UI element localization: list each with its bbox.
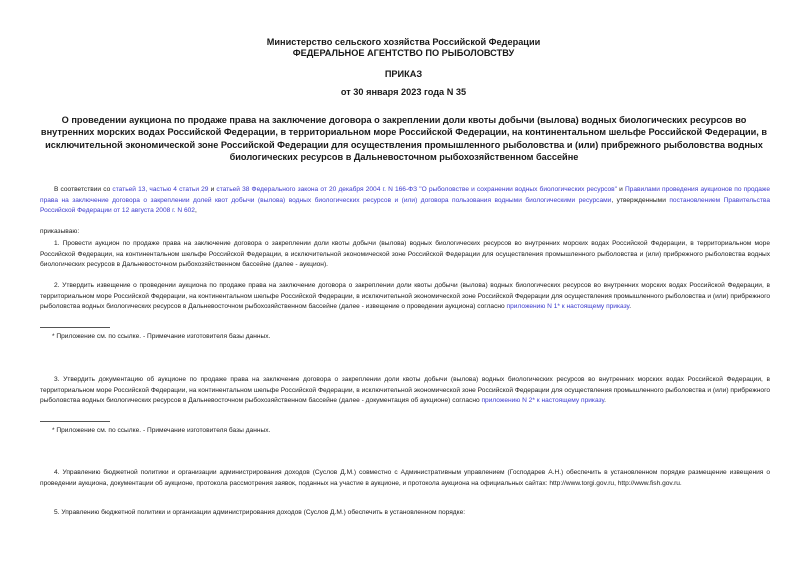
order-item-3-end: . [604,397,606,404]
footnote-divider [40,327,110,328]
appendix-2-link[interactable]: приложению N 2* к настоящему приказу [481,397,605,404]
law-article-link[interactable]: статьей 13, частью 4 статьи 29 [112,186,209,193]
footnote-divider [40,421,110,422]
auction-rules-link[interactable]: Правилами проведения аукционов по продаже права на заключение договора о закреплении долей квот добычи (вылова) водных биологических ресурсов и (или) договора пользования водными биологическими ресурсами [40,186,770,204]
order-item-5-text: 5. Управлению бюджетной политики и организации администрирования доходов (Суслов Д.М.) обеспечить в установленном порядке: [54,509,466,516]
footnote-1: * Приложение см. по ссылке. - Примечание изготовителя базы данных. [52,333,271,340]
preamble-text-4: , утвержденными [611,196,670,204]
preamble-text-5: , [194,207,197,214]
order-item-3 [40,375,770,407]
order-item-2-text: 2. Утвердить извещение о проведении аукциона по продаже права на заключение договора о закреплении доли квоты добычи (вылова) водных биологических ресурсов во внутренних морских водах Российской Федерации, в территориальном море Российской Федерации, на континентальном шельфе Российской Федерации, в исключительной экономической зоне Российской Федерации для осуществления промышленного рыболовства и (или) прибрежного рыболовства водных биологических ресурсов в Дальневосточном рыбохозяйственном бассейне (далее - извещение о проведении аукциона) согласно [40,282,770,310]
order-item-4-text: 4. Управлению бюджетной политики и организации администрирования доходов (Суслов Д.М.) совместно с Административным управлением (Господарев А.Н.) обеспечить в установленном порядке размещение извещения о проведении аукциона, документации об аукционе, протокола рассмотрения заявок, поданных на участие в аукционе, и протокола аукциона на официальных сайтах: http://www.torgi.gov.ru, http://www.fish.gov.ru. [40,469,770,487]
ministry-name: Министерство сельского хозяйства Российской Федерации [266,37,541,47]
preamble-text-2: и [208,186,217,193]
order-word: приказываю: [40,228,80,235]
order-item-2-end: . [629,303,632,310]
government-decree-link[interactable]: постановлением Правительства Российской Федерации от 12 августа 2008 г. N 602 [40,196,771,214]
order-item-2 [40,281,770,313]
document-title: О проведении аукциона по продаже права на заключение договора о закреплении доли квоты добычи (вылова) водных биологических ресурсов во внутренних морских водах Российской Федерации, в территориальном море Российской Федерации, на континентальном шельфе Российской Федерации, в исключительной экономической зоне Российской Федерации для осуществления промышленного рыболовства и (или) прибрежного рыболовства водных биологических ресурсов в Дальневосточном рыбохозяйственном бассейне [40,115,768,163]
preamble-text-1: В соответствии со [54,186,113,193]
order-item-4 [40,468,770,489]
document-type: ПРИКАЗ [384,69,423,79]
order-item-3-text: 3. Утвердить документацию об аукционе по продаже права на заключение договора о закреплении доли квоты добычи (вылова) водных биологических ресурсов во внутренних морских водах Российской Федерации, в территориальном море Российской Федерации, на континентальном шельфе Российской Федерации, в исключительной экономической зоне Российской Федерации для осуществления промышленного рыболовства и (или) прибрежного рыболовства водных биологических ресурсов в Дальневосточном рыбохозяйственном бассейне (далее - документация об аукционе) согласно [40,376,770,404]
federal-law-link[interactable]: статьей 38 Федерального закона от 20 декабря 2004 г. N 166-ФЗ "О рыболовстве и сохранении водных биологических ресурсов" [216,186,617,193]
order-item-1 [40,239,770,271]
preamble-text-3: и [617,186,625,193]
order-item-5 [40,508,770,519]
appendix-1-link[interactable]: приложению N 1* к настоящему приказу [506,303,630,310]
order-item-1-text: 1. Провести аукцион по продаже права на заключение договора о закреплении доли квоты добычи (вылова) водных биологических ресурсов во внутренних морских водах Российской Федерации, в территориальном море Российской Федерации, на континентальном шельфе Российской Федерации, в исключительной экономической зоне Российской Федерации для осуществления промышленного рыболовства и (или) прибрежного рыболовства водных биологических ресурсов в Дальневосточном рыбохозяйственном бассейне (далее - аукцион). [40,240,770,268]
document-date-number: от 30 января 2023 года N 35 [340,87,467,97]
agency-name: ФЕДЕРАЛЬНОЕ АГЕНТСТВО ПО РЫБОЛОВСТВУ [292,48,515,58]
footnote-2: * Приложение см. по ссылке. - Примечание изготовителя базы данных. [52,427,271,434]
preamble-paragraph [40,185,770,217]
